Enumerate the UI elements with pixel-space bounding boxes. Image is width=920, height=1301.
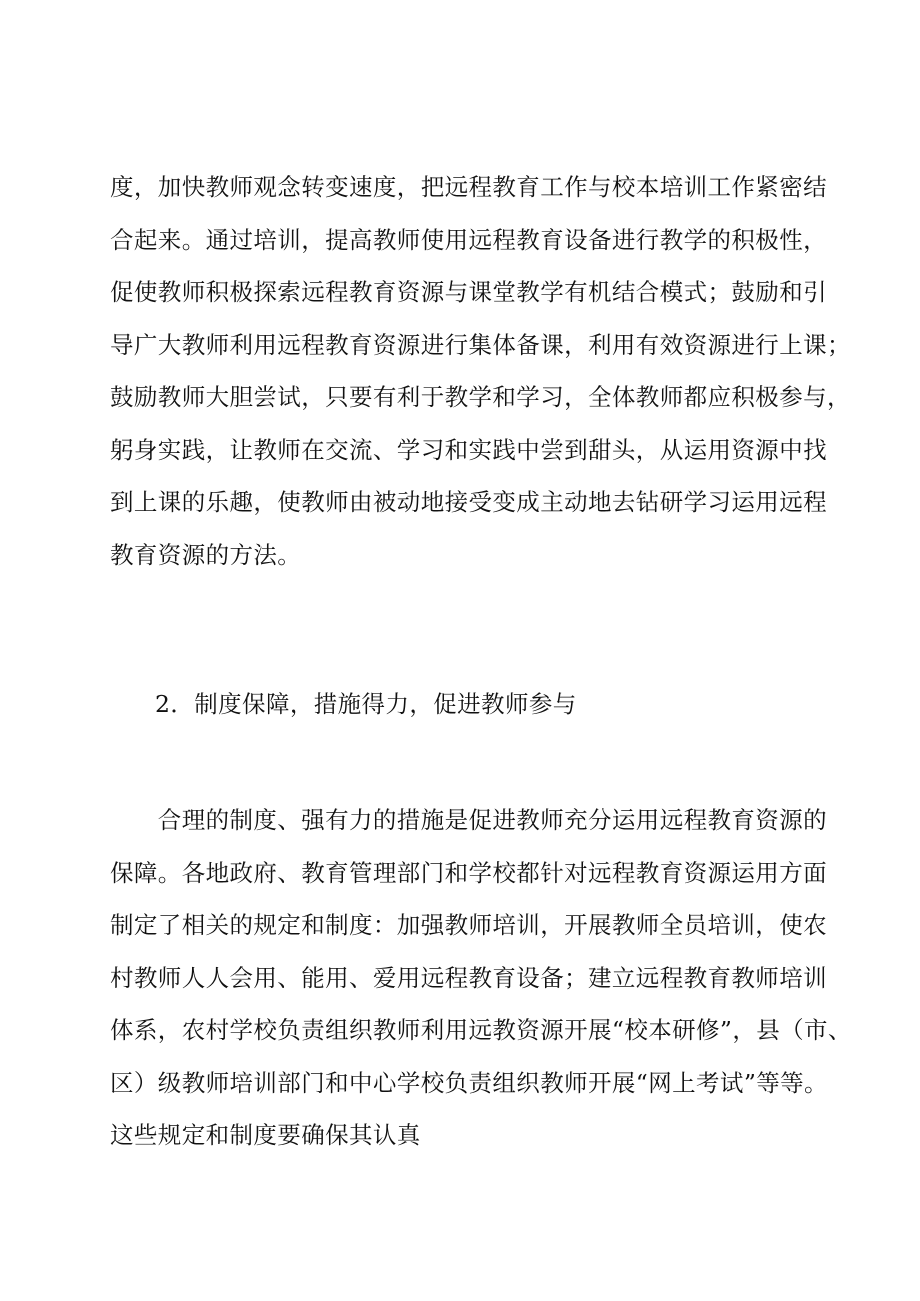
paragraph-line: 这些规定和制度要确保其认真 (110, 1121, 421, 1149)
paragraph-line: 村教师人人会用、能用、爱用远程教育设备；建立远程教育教师培训 (110, 963, 827, 992)
paragraph-line: 合理的制度、强有力的措施是促进教师充分运用远程教育资源的 (110, 806, 827, 834)
paragraph-line: 到上课的乐趣，使教师由被动地接受变成主动地去钻研学习运用远程 (110, 488, 827, 516)
paragraph-line: 度，加快教师观念转变速度，把远程教育工作与校本培训工作紧密结 (110, 173, 827, 201)
heading-text: 2．制度保障，措施得力，促进教师参与 (155, 690, 577, 718)
paragraph-line: 躬身实践，让教师在交流、学习和实践中尝到甜头，从运用资源中找 (110, 435, 827, 464)
paragraph-line: 保障。各地政府、教育管理部门和学校都针对远程教育资源运用方面 (110, 858, 827, 887)
paragraph-system-guarantee (110, 794, 852, 1162)
paragraph-teacher-training (110, 161, 851, 581)
paragraph-line: 导广大教师利用远程教育资源进行集体备课，利用有效资源进行上课； (110, 330, 851, 359)
paragraph-line: 制定了相关的规定和制度：加强教师培训，开展教师全员培训，使农 (110, 911, 827, 939)
paragraph-line: 教育资源的方法。 (110, 540, 302, 569)
section-heading (155, 678, 861, 731)
paragraph-line: 体系，农村学校负责组织教师利用远教资源开展“校本研修”，县（市、 (110, 1016, 852, 1044)
paragraph-line: 合起来。通过培训，提高教师使用远程教育设备进行教学的积极性， (110, 225, 827, 254)
paragraph-line: 鼓励教师大胆尝试，只要有利于教学和学习，全体教师都应积极参与， (110, 383, 851, 411)
paragraph-line: 促使教师积极探索远程教育资源与课堂教学有机结合模式；鼓励和引 (110, 278, 827, 306)
paragraph-line: 区）级教师培训部门和中心学校负责组织教师开展“网上考试”等等。 (110, 1068, 828, 1097)
